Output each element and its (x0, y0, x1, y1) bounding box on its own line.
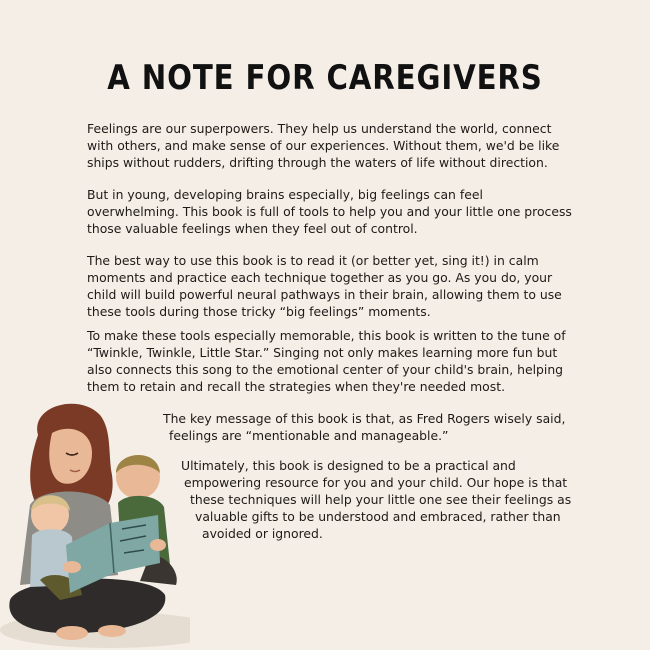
page-title: A NOTE FOR CAREGIVERS (107, 58, 543, 98)
paragraph-overwhelming: But in young, developing brains especially, big feelings can feel overwhelming. This book is full of tools to help you and your little one process those valuable feelings when they feel out of control. (87, 187, 572, 236)
paragraph-how-to-use: The best way to use this book is to read it (or better yet, sing it!) in calm moments and practice each technique together as you go. As you do, your child will build powerful neural pathways in their brain, allowing them to use these tools during those tricky “big feelings” moments. (87, 253, 562, 319)
paragraph-superpowers: Feelings are our superpowers. They help us understand the world, connect with others, and make sense of our experiences. Without them, we'd be like ships without rudders, drifting through the waters of life without direction. (87, 121, 560, 170)
paragraph-key-message (163, 410, 566, 444)
text-line: empowering resource for you and your child. Our hope is that (184, 475, 568, 490)
text-line: these techniques will help your little one see their feelings as (190, 492, 572, 507)
text-line: Ultimately, this book is designed to be a practical and (181, 458, 516, 473)
text-line: feelings are “mentionable and manageable.” (169, 428, 449, 443)
paragraph-twinkle-tune: To make these tools especially memorable, this book is written to the tune of “Twinkle, Twinkle, Little Star.” Singing not only makes learning more fun but also connects this song to the emotional center of your child's brain, helping them to retain and recall the strategies when they're needed most. (87, 328, 566, 394)
caregiver-reading-illustration (0, 395, 190, 650)
text-line: valuable gifts to be understood and embraced, rather than (195, 509, 561, 524)
paragraph-ultimately (181, 457, 572, 542)
text-line: The key message of this book is that, as Fred Rogers wisely said, (163, 411, 566, 426)
text-line: avoided or ignored. (202, 526, 323, 541)
